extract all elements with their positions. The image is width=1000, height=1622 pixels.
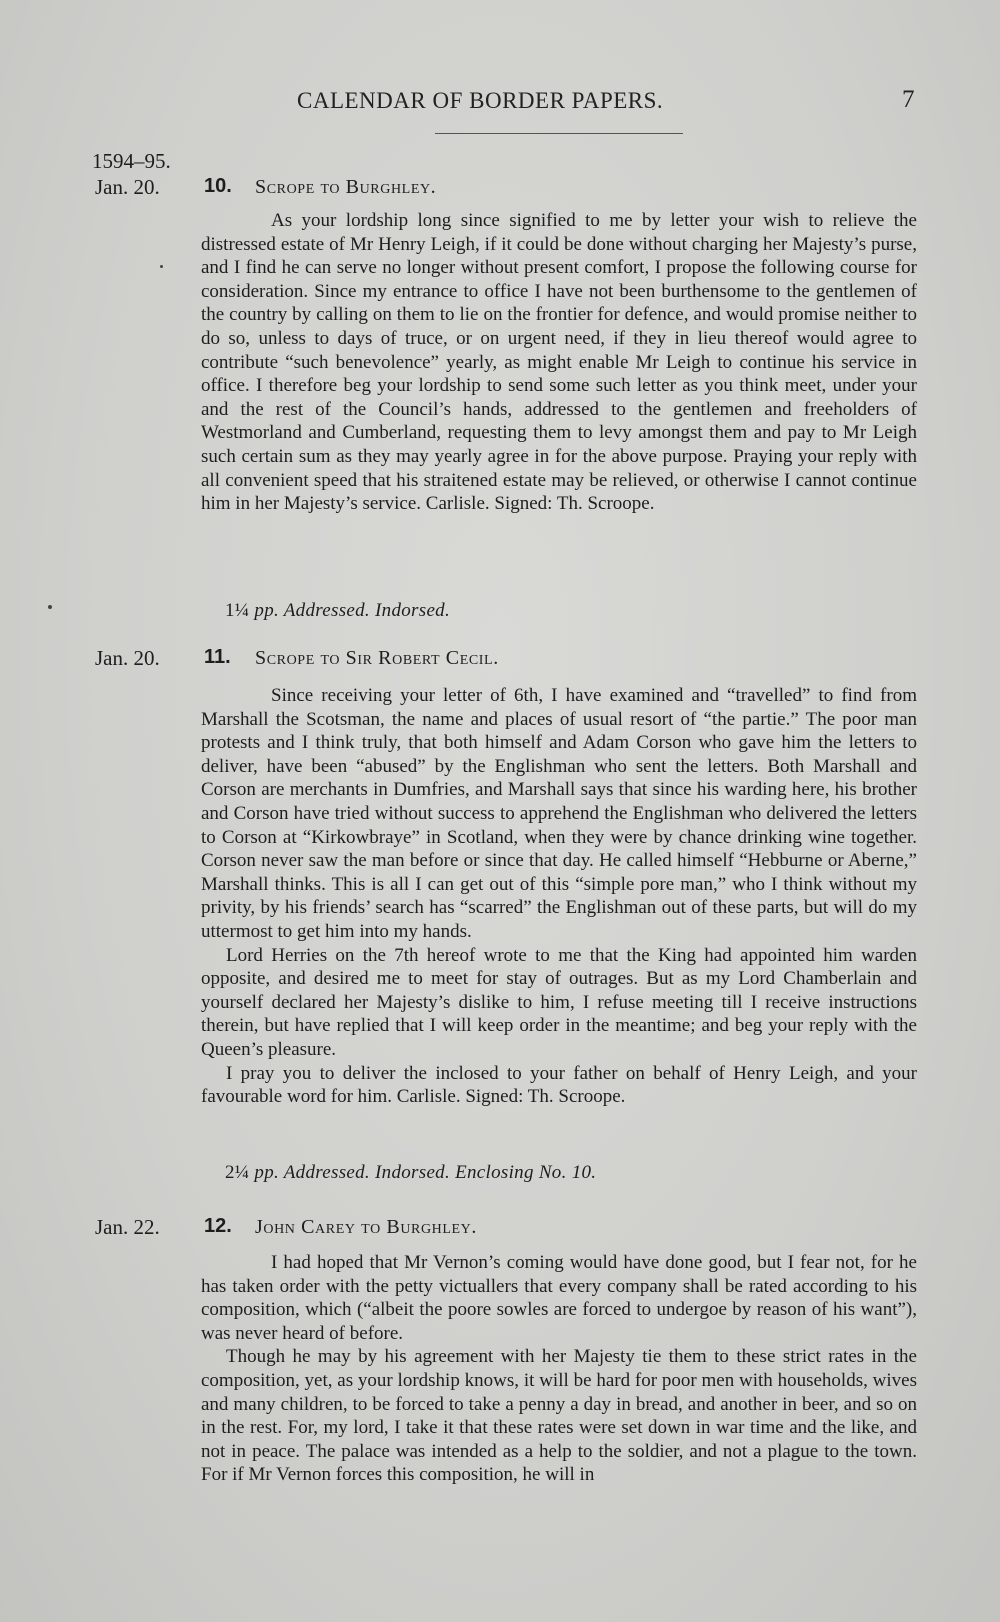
- entry-date: Jan. 20.: [95, 175, 160, 199]
- entry-body: [201, 209, 917, 516]
- entry-number: 10.: [204, 175, 232, 197]
- entry-body: [201, 684, 917, 1109]
- entry-date: Jan. 20.: [95, 646, 160, 670]
- entry-body: [201, 1251, 917, 1487]
- entry-number: 11.: [204, 646, 231, 668]
- entry-number: 12.: [204, 1215, 232, 1237]
- entry-paragraph: Since receiving your letter of 6th, I have examined and “travelled” to find from Marshall the Scotsman, the name and places of usual resort of “the partie.” The poor man protests and I think truly, that both himself and Adam Corson who gave him the letters to deliver, have been “abused” by the Englishman who sent the letters. Both Marshall and Corson are merchants in Dumfries, and Marshall says that since his warding here, his brother and Corson have tried without success to apprehend the Englishman who delivered the letters to Corson at “Kirkowbraye” in Scotland, when they were by chance drinking wine together. Corson never saw the man before or since that day. He called himself “Hebburne or Aberne,” Marshall thinks. This is all I can get out of this “simple pore man,” who I think without my privity, by his friends’ search has “scarred” the Englishman out of these parts, but will do my uttermost to get him into my hands.: [201, 685, 917, 942]
- note-page-count: 1¼: [225, 600, 250, 621]
- entry-paragraph: I pray you to deliver the inclosed to your father on behalf of Henry Leigh, and your favourable word for him. Carlisle. Signed: Th. Scroope.: [201, 1062, 917, 1108]
- entry-paragraph: Though he may by his agreement with her Majesty tie them to these strict rates in the composition, yet, as your lordship knows, it will be hard for poor men with households, wives and many children, to be forced to take a penny a day in bread, and another in beer, and so on in the rest. For, my lord, I take it that these rates were set down in war time and the like, and not in peace. The palace was intended as a help to the soldier, and not a plague to the town. For if Mr Vernon forces this composition, he will in: [201, 1346, 917, 1486]
- page-number: 7: [902, 86, 915, 113]
- note-text: pp. Addressed. Indorsed.: [254, 600, 451, 621]
- note-text: pp. Addressed. Indorsed. Enclosing No. 10.: [254, 1162, 597, 1183]
- entry-paragraph: As your lordship long since signified to me by letter your wish to relieve the distressed estate of Mr Henry Leigh, if it could be done without charging her Majesty’s purse, and I find he can serve no longer without present comfort, I propose the following course for consideration. Since my entrance to office I have not been burthensome to the gentlemen of the country by calling on them to lie on the frontier for defence, and would promise neither to do so, unless to days of truce, or on urgent need, if they in lieu thereof would agree to contribute “such benevolence” yearly, as might enable Mr Leigh to continue his service in office. I therefore beg your lordship to send some such letter as you think meet, under your and the rest of the Council’s hands, addressed to the gentlemen and freeholders of Westmorland and Cumberland, requesting them to levy amongst them and pay to Mr Leigh such certain sum as they may yearly agree in for the above purpose. Praying your reply with all convenient speed that his straitened estate may be relieved, or otherwise I cannot continue him in her Majesty’s service. Carlisle. Signed: Th. Scroope.: [201, 210, 917, 515]
- entry-note: [225, 600, 450, 622]
- ink-speck: [160, 265, 163, 268]
- entry-heading: John Carey to Burghley.: [255, 1216, 477, 1238]
- note-page-count: 2¼: [225, 1162, 250, 1183]
- header-rule: [435, 133, 683, 134]
- running-head: CALENDAR OF BORDER PAPERS.: [297, 88, 664, 113]
- entry-heading: Scrope to Burghley.: [255, 176, 437, 198]
- entry-paragraph: Lord Herries on the 7th hereof wrote to me that the King had appointed him warden opposite, and desired me to meet for stay of outrages. But as my Lord Chamberlain and yourself declared her Majesty’s dislike to him, I refuse meeting till I receive instructions therein, but have replied that I will keep order in the meantime; and beg your reply with the Queen’s pleasure.: [201, 944, 917, 1060]
- ink-speck: [48, 605, 52, 609]
- entry-date: Jan. 22.: [95, 1215, 160, 1239]
- entry-heading: Scrope to Sir Robert Cecil.: [255, 647, 499, 669]
- entry-note: [225, 1162, 596, 1184]
- year-range: 1594–95.: [92, 149, 171, 173]
- entry-paragraph: I had hoped that Mr Vernon’s coming would have done good, but I fear not, for he has taken order with the petty victuallers that every company shall be rated according to his composition, which (“albeit the poore sowles are forced to undergoe by reason of his want”), was never heard of before.: [201, 1252, 917, 1344]
